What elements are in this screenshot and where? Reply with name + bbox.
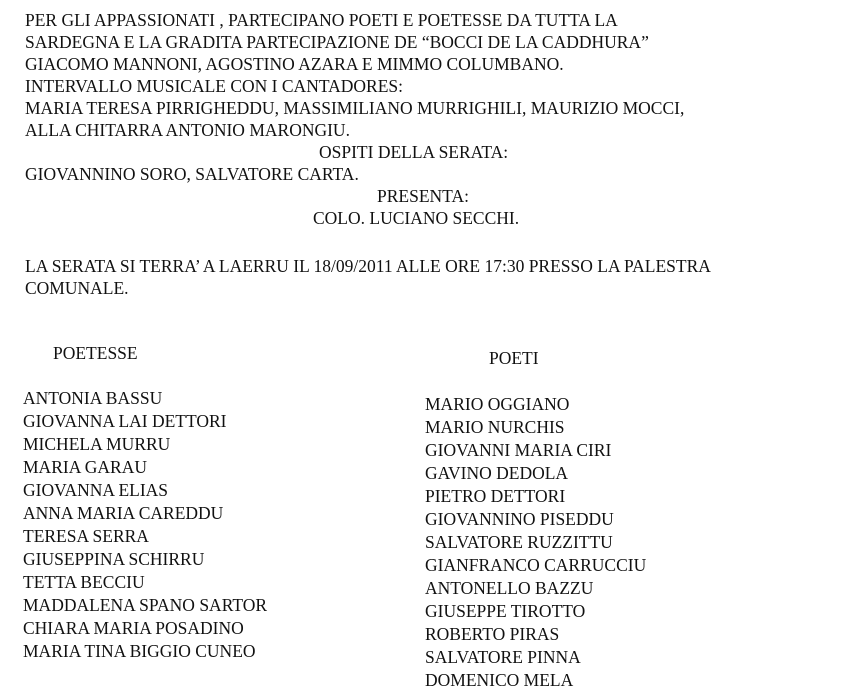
event-line-1: LA SERATA SI TERRA’ A LAERRU IL 18/09/2011 ALLE ORE 17:30 PRESSO LA PALESTRA (25, 256, 711, 276)
list-item: GIOVANNINO PISEDDU (425, 509, 614, 529)
poetesse-list (23, 387, 267, 663)
host-name: COLO. LUCIANO SECCHI. (313, 208, 520, 228)
list-item: CHIARA MARIA POSADINO (23, 618, 244, 638)
poeti-heading: POETI (489, 348, 539, 368)
list-item: GIUSEPPE TIROTTO (425, 601, 586, 621)
list-item: ANNA MARIA CAREDDU (23, 503, 224, 523)
intro-line-3: GIACOMO MANNONI, AGOSTINO AZARA E MIMMO COLUMBANO. (25, 54, 564, 74)
list-item: DOMENICO MELA (425, 670, 574, 690)
intro-line-6: ALLA CHITARRA ANTONIO MARONGIU. (25, 120, 350, 140)
list-item: TETTA BECCIU (23, 572, 145, 592)
intro-line-1: PER GLI APPASSIONATI , PARTECIPANO POETI E POETESSE DA TUTTA LA (25, 10, 618, 30)
list-item: SALVATORE RUZZITTU (425, 532, 613, 552)
list-item: GAVINO DEDOLA (425, 463, 569, 483)
guests-names: GIOVANNINO SORO, SALVATORE CARTA. (25, 164, 359, 184)
intro-line-4: INTERVALLO MUSICALE CON I CANTADORES: (25, 76, 403, 96)
list-item: SALVATORE PINNA (425, 647, 581, 667)
list-item: GIOVANNA ELIAS (23, 480, 169, 500)
list-item: PIETRO DETTORI (425, 486, 566, 506)
list-item: GIUSEPPINA SCHIRRU (23, 549, 205, 569)
list-item: GIOVANNI MARIA CIRI (425, 440, 612, 460)
list-item: MARIA TINA BIGGIO CUNEO (23, 641, 256, 661)
list-item: ROBERTO PIRAS (425, 624, 560, 644)
list-item: GIANFRANCO CARRUCCIU (425, 555, 647, 575)
guests-heading: OSPITI DELLA SERATA: (319, 142, 509, 162)
list-item: MADDALENA SPANO SARTOR (23, 595, 268, 615)
list-item: TERESA SERRA (23, 526, 149, 546)
host-heading: PRESENTA: (377, 186, 469, 206)
event-line-2: COMUNALE. (25, 278, 129, 298)
poetesse-heading: POETESSE (53, 343, 138, 363)
poeti-list (425, 393, 646, 692)
list-item: ANTONIA BASSU (23, 388, 163, 408)
intro-line-2: SARDEGNA E LA GRADITA PARTECIPAZIONE DE “BOCCI DE LA CADDHURA” (25, 32, 649, 52)
list-item: MARIA GARAU (23, 457, 147, 477)
list-item: ANTONELLO BAZZU (425, 578, 594, 598)
list-item: GIOVANNA LAI DETTORI (23, 411, 227, 431)
intro-line-5: MARIA TERESA PIRRIGHEDDU, MASSIMILIANO MURRIGHILI, MAURIZIO MOCCI, (25, 98, 685, 118)
list-item: MARIO NURCHIS (425, 417, 565, 437)
list-item: MARIO OGGIANO (425, 394, 570, 414)
list-item: MICHELA MURRU (23, 434, 171, 454)
